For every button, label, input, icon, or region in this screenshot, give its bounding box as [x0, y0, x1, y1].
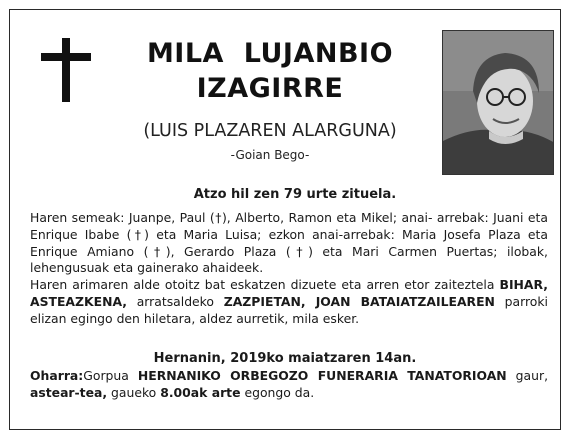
- name-line-1: MILA LUJANBIO: [146, 38, 394, 69]
- death-statement: Atzo hil zen 79 urte zituela.: [193, 187, 397, 202]
- note-label: Oharra:: [30, 368, 84, 383]
- note-block: Oharra:Gorpua HERNANIKO ORBEGOZO FUNERARIA TANATORIOAN gaur, astear-tea, gaueko 8.00ak arte egongo da.: [30, 368, 549, 400]
- portrait-photo-icon: [443, 31, 554, 175]
- place-date: Hernanin, 2019ko maiatzaren 14an.: [153, 351, 417, 366]
- alias: (LUIS PLAZAREN ALARGUNA): [143, 121, 397, 141]
- invitation-text: Haren arimaren alde otoitz bat eskatzen dizuete eta arren etor zaiteztela BIHAR, ASTEAZKENA, arratsaldeko ZAZPIETAN, JOAN BATAIATZAILEAREN parroki elizan egingo den hiletara, aldez aurretik, mila esker.: [30, 277, 548, 326]
- deceased-name: [105, 36, 435, 106]
- cross-icon: [41, 38, 91, 102]
- note-time: 8.00ak arte: [160, 384, 241, 400]
- name-line-2: IZAGIRRE: [196, 73, 344, 104]
- note-day: astear-tea,: [30, 384, 108, 400]
- nickname: -Goian Bego-: [230, 148, 310, 162]
- portrait-photo: [442, 30, 554, 175]
- note-funeral-home: HERNANIKO ORBEGOZO FUNERARIA TANATORIOAN: [137, 368, 507, 383]
- invite-time-church: ZAZPIETAN, JOAN BATAIATZAILEAREN: [223, 293, 495, 309]
- family-block: [30, 210, 548, 328]
- family-text: Haren semeak: Juanpe, Paul (†), Alberto, Ramon eta Mikel; anai- arrebak: Juani eta Enrique Ibabe (†) eta Maria Luisa; ezkon anai-arrebak: Maria Josefa Plaza eta Enrique Amiano (†), Gerardo Plaza (†) eta Mari Carmen Puertas; ilobak, lehengusuak eta gainerako ahaideek.: [30, 210, 548, 276]
- invite-day: BIHAR, ASTEAZKENA,: [30, 277, 548, 309]
